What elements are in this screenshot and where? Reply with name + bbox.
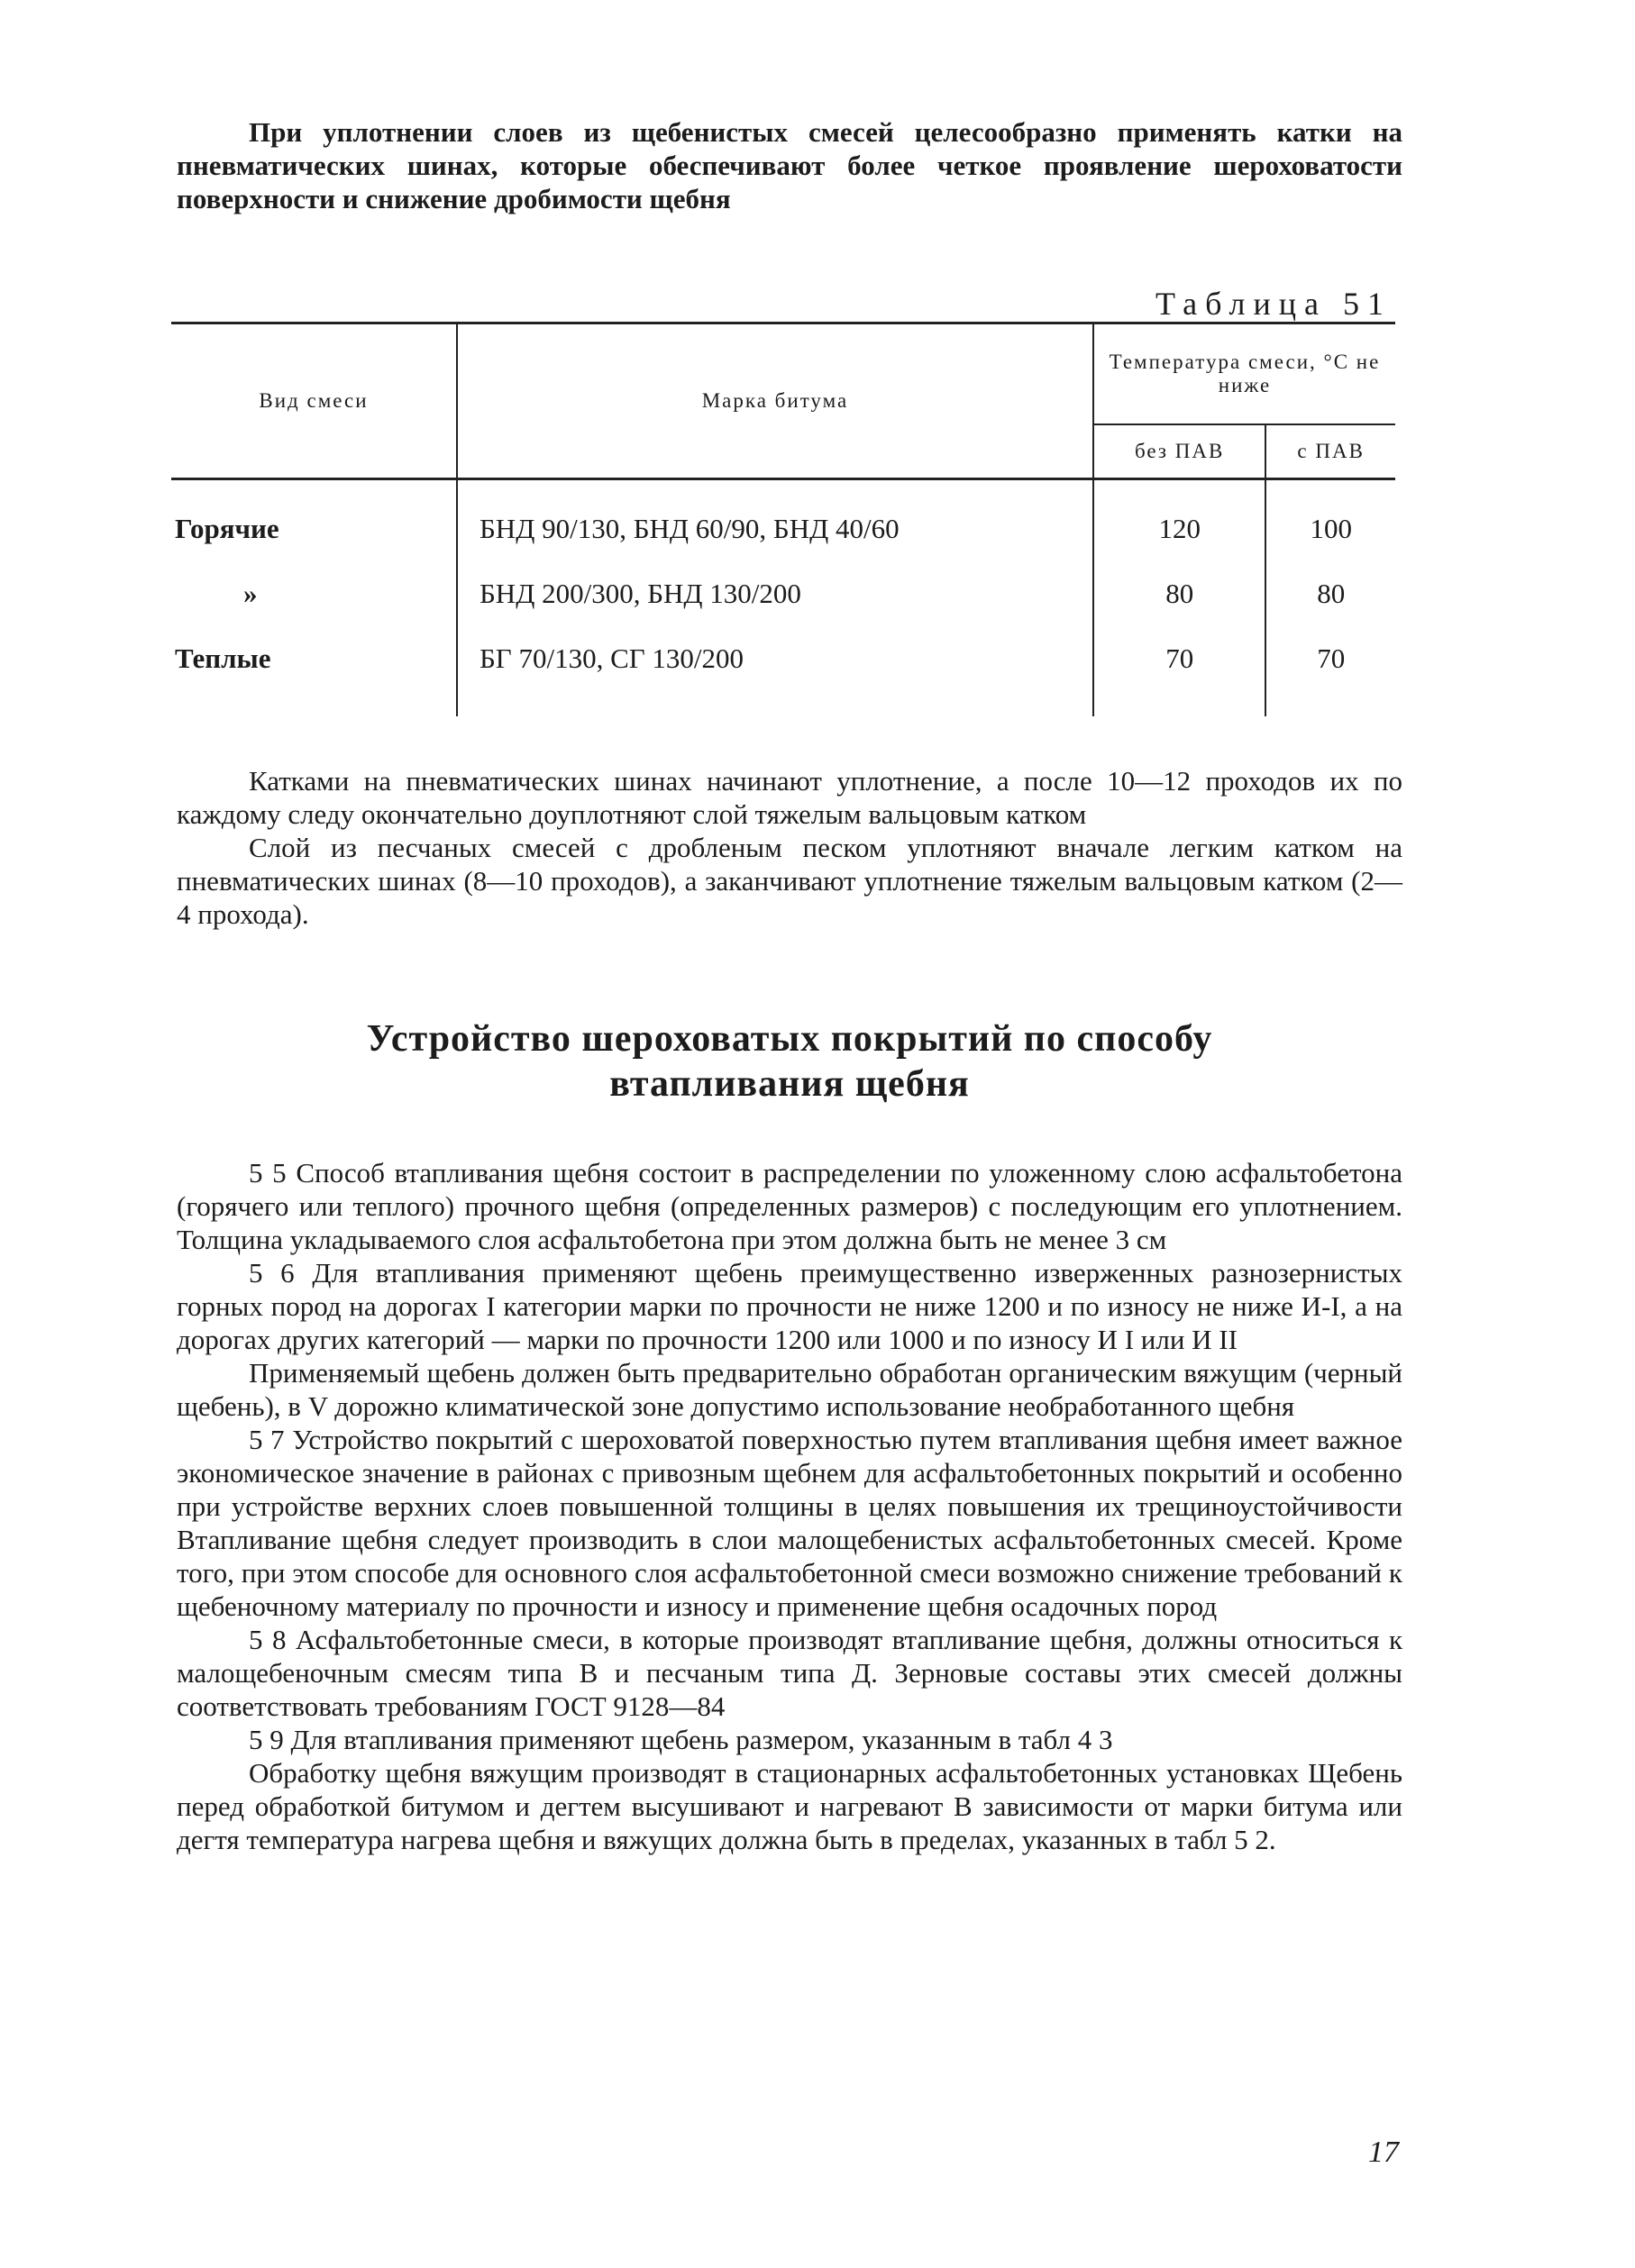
header-mix-type: Вид смеси <box>171 323 457 479</box>
temp-with-cell: 80 <box>1317 578 1346 609</box>
table-row <box>171 626 1395 716</box>
paragraph: 5 6 Для втапливания применяют щебень преимущественно изверженных разнозернистых горных пород на дорогах I категории марки по прочности не ниже 1200 и по износу не ниже И-I, а на дорогах других категорий — марки по прочности 1200 или 1000 и по износу И I или И II <box>177 1257 1402 1355</box>
bitumen-cell: БГ 70/130, СГ 130/200 <box>457 626 1093 716</box>
paragraph: Слой из песчаных смесей с дробленым песком уплотняют вначале легким катком на пневматических шинах (8—10 проходов), а заканчивают уплотнение тяжелым вальцовым катком (2—4 прохода). <box>177 832 1402 930</box>
mix-cell: » <box>171 561 457 626</box>
body-block <box>177 1156 1402 1856</box>
paragraph: 5 8 Асфальтобетонные смеси, в которые производят втапливание щебня, должны относиться к малощебеночным смесям типа В и песчаным типа Д. Зерновые составы этих смесей должны соответствовать требованиям ГОСТ 9128—84 <box>177 1624 1402 1722</box>
temp-without-cell: 80 <box>1093 561 1265 626</box>
bitumen-temperature-table <box>171 322 1395 716</box>
bitumen-cell: БНД 90/130, БНД 60/90, БНД 40/60 <box>457 479 1093 562</box>
after-table-block <box>177 764 1402 931</box>
header-temperature: Температура смеси, °С не ниже <box>1093 323 1395 425</box>
paragraph: 5 9 Для втапливания применяют щебень размером, указанным в табл 4 3 <box>249 1724 1113 1755</box>
table-row <box>171 561 1395 626</box>
header-with-surfactant: с ПАВ <box>1265 424 1395 479</box>
section-title-line: втапливания щебня <box>609 1063 970 1105</box>
mix-cell: Теплые <box>171 626 457 716</box>
temp-with-cell: 70 <box>1317 642 1346 674</box>
section-title <box>177 1016 1402 1107</box>
bitumen-cell: БНД 200/300, БНД 130/200 <box>457 561 1093 626</box>
section-title-line: Устройство шероховатых покрытий по способу <box>366 1018 1213 1060</box>
paragraph: Обработку щебня вяжущим производят в стационарных асфальтобетонных установках Щебень перед обработкой битумом и дегтем высушивают и нагревают В зависимости от марки битума или дегтя температура нагрева щебня и вяжущих должна быть в пределах, указанных в табл 5 2. <box>177 1757 1402 1855</box>
paragraph: Применяемый щебень должен быть предварительно обработан органическим вяжущим (черный щебень), в V дорожно климатической зоне допустимо использование необработанного щебня <box>177 1357 1402 1422</box>
table-row <box>171 479 1395 562</box>
header-bitumen-grade: Марка битума <box>457 323 1093 479</box>
paragraph: Катками на пневматических шинах начинают уплотнение, а после 10—12 проходов их по каждому следу окончательно доуплотняют слой тяжелым вальцовым катком <box>177 765 1402 830</box>
header-without-surfactant: без ПАВ <box>1093 424 1265 479</box>
intro-paragraph: При уплотнении слоев из щебенистых смесей целесообразно применять катки на пневматических шинах, которые обеспечивают более четкое проявление шероховатости поверхности и снижение дробимости щебня <box>177 116 1402 214</box>
paragraph: 5 7 Устройство покрытий с шероховатой поверхностью путем втапливания щебня имеет важное экономическое значение в районах с привозным щебнем для асфальтобетонных покрытий и особенно при устройстве верхних слоев повышенной толщины в целях повышения их трещиноустойчивости Втапливание щебня следует производить в слои малощебенистых асфальтобетонных смесей. Кроме того, при этом способе для основного слоя асфальтобетонной смеси возможно снижение требований к щебеночному материалу по прочности и износу и применение щебня осадочных пород <box>177 1424 1402 1622</box>
temp-without-cell: 70 <box>1093 626 1265 716</box>
mix-cell: Горячие <box>171 479 457 562</box>
temp-without-cell: 120 <box>1093 479 1265 562</box>
temp-with-cell: 100 <box>1310 513 1352 544</box>
intro-block <box>177 115 1402 215</box>
paragraph: 5 5 Способ втапливания щебня состоит в распределении по уложенному слою асфальтобетона (горячего или теплого) прочного щебня (определенных размеров) с последующим его уплотнением. Толщина укладываемого слоя асфальтобетона при этом должна быть не менее 3 см <box>177 1157 1402 1255</box>
page-number: 17 <box>1368 2136 1399 2169</box>
table-caption: Таблица 51 <box>1155 286 1392 322</box>
